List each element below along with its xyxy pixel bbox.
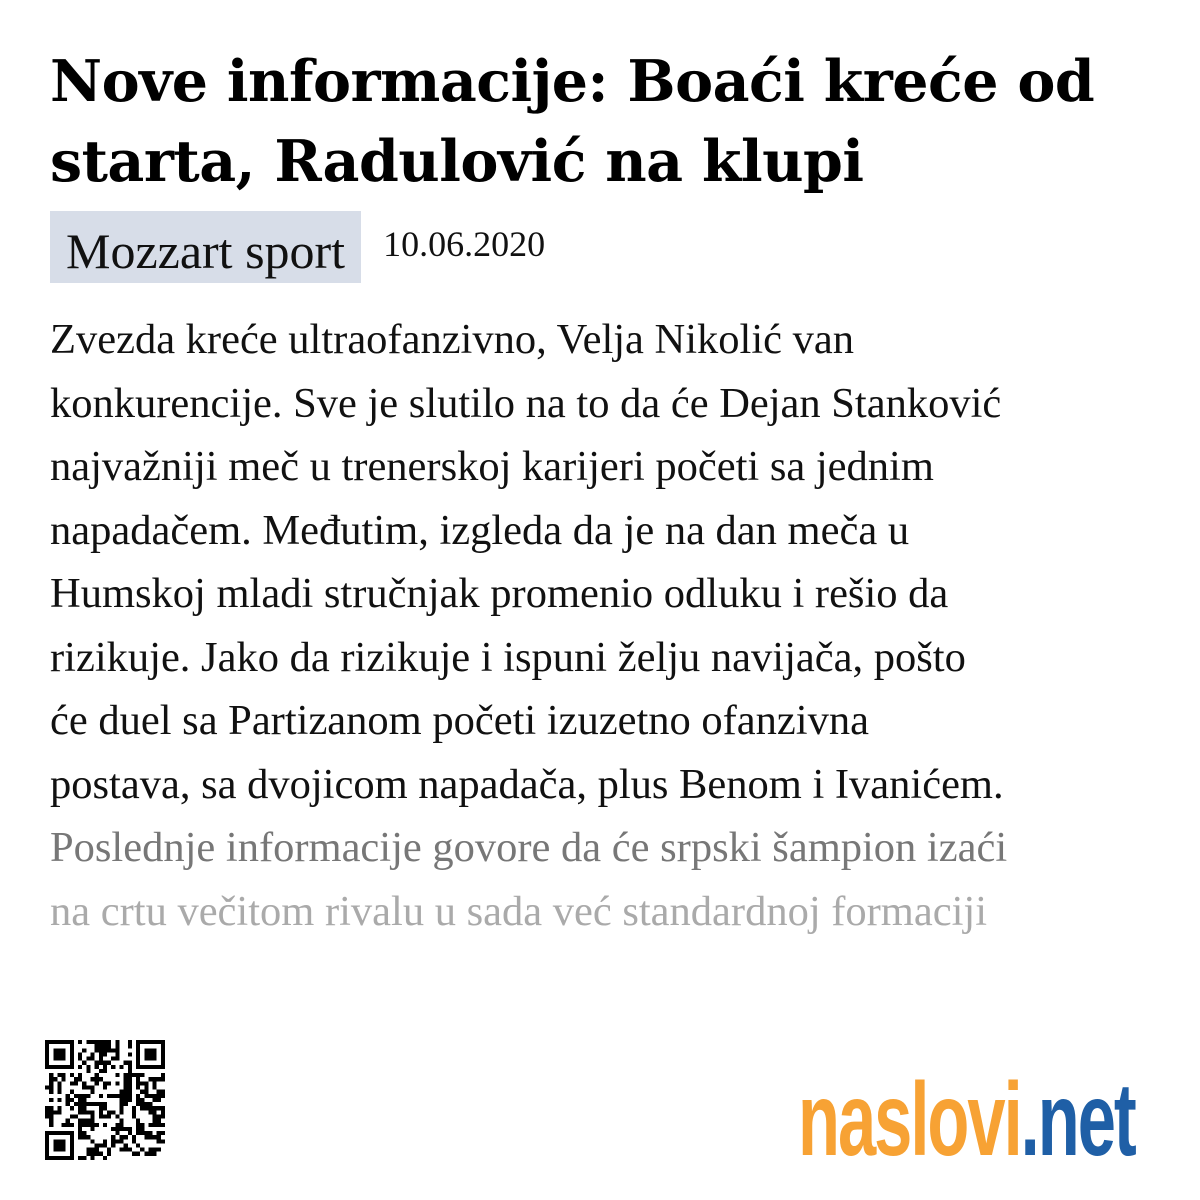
logo-text-naslovi: naslovi (798, 1062, 1021, 1178)
body-line: najvažniji meč u trenerskoj karijeri početi sa jednim (50, 443, 934, 490)
logo-text-net: .net (1020, 1062, 1135, 1178)
body-line: postava, sa dvojicom napadača, plus Benom i Ivanićem. (50, 760, 1004, 808)
body-line-faded: na crtu večitom rivalu u sada već standardnoj formaciji (50, 887, 988, 935)
publish-date: 10.06.2020 (383, 224, 546, 264)
article-meta (50, 211, 545, 283)
body-line: napadačem. Međutim, izgleda da je na dan meča u (50, 506, 910, 554)
qr-code-icon[interactable] (45, 1038, 165, 1162)
body-line-fading: Poslednje informacije govore da će srpski šampion izaći (50, 824, 1008, 871)
article-title: Nove informacije: Boaći kreće od starta, Radulović na klupi (50, 48, 1095, 195)
body-line: će duel sa Partizanom početi izuzetno ofanzivna (50, 697, 869, 744)
article-body (50, 308, 1170, 943)
source-badge[interactable]: Mozzart sport (50, 211, 361, 283)
body-line: Humskoj mladi stručnjak promenio odluku i rešio da (50, 570, 949, 617)
body-line: rizikuje. Jako da rizikuje i ispuni želju navijača, pošto (50, 633, 966, 681)
naslovi-logo[interactable] (798, 1062, 1135, 1178)
body-line: Zvezda kreće ultraofanzivno, Velja Nikolić van (50, 316, 855, 363)
body-line: konkurencije. Sve je slutilo na to da će Dejan Stanković (50, 379, 1002, 427)
